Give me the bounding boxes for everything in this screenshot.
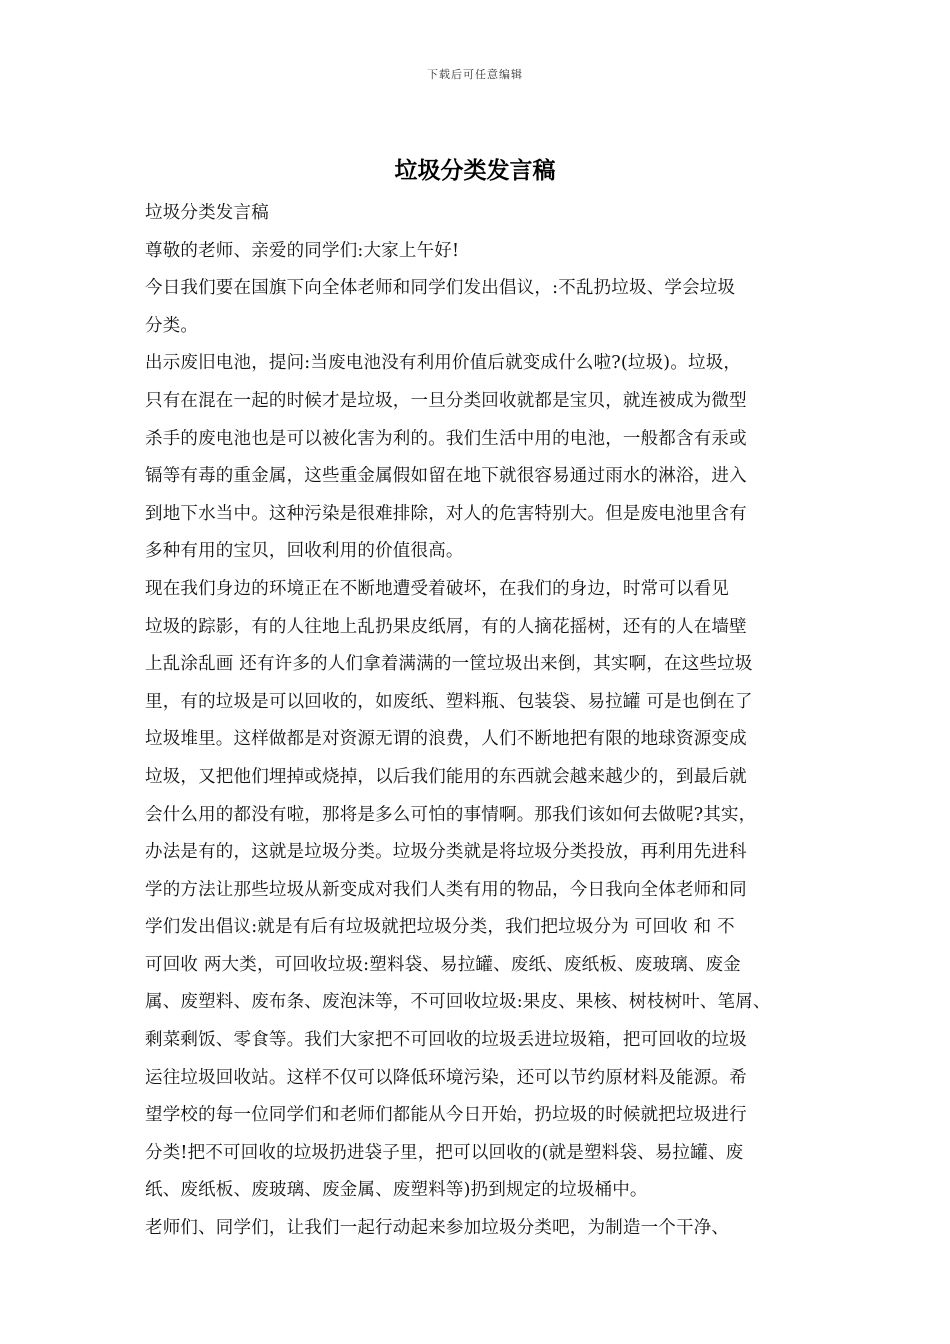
page-header-note: 下载后可任意编辑: [427, 68, 523, 81]
text-line: 学的方法让那些垃圾从新变成对我们人类有用的物品，今日我向全体老师和同: [145, 879, 747, 900]
text-line: 学们发出倡议:就是有后有垃圾就把垃圾分类，我们把垃圾分为 可回收 和 不: [145, 917, 735, 938]
text-line: 里，有的垃圾是可以回收的，如废纸、塑料瓶、包装袋、易拉罐 可是也倒在了: [145, 691, 753, 712]
text-line: 多种有用的宝贝，回收利用的价值很高。: [145, 541, 464, 562]
text-line: 会什么用的都没有啦，那将是多么可怕的事情啊。那我们该如何去做呢?其实，: [145, 804, 757, 825]
text-line: 望学校的每一位同学们和老师们都能从今日开始，扔垃圾的时候就把垃圾进行: [145, 1105, 747, 1126]
text-line: 可回收 两大类，可回收垃圾:塑料袋、易拉罐、废纸、废纸板、废玻璃、废金: [145, 954, 741, 975]
text-line: 属、废塑料、废布条、废泡沫等，不可回收垃圾:果皮、果核、树枝树叶、笔屑、: [145, 992, 771, 1013]
text-line: 垃圾堆里。这样做都是对资源无谓的浪费，人们不断地把有限的地球资源变成: [145, 729, 747, 750]
text-line: 今日我们要在国旗下向全体老师和同学们发出倡议，:不乱扔垃圾、学会垃圾: [145, 278, 736, 299]
text-line: 镉等有毒的重金属，这些重金属假如留在地下就很容易通过雨水的淋浴，进入: [145, 466, 747, 487]
document-title: 垃圾分类发言稿: [394, 157, 556, 184]
text-line: 运往垃圾回收站。这样不仅可以降低环境污染，还可以节约原材料及能源。希: [145, 1067, 747, 1088]
text-line: 只有在混在一起的时候才是垃圾，一旦分类回收就都是宝贝，就连被成为微型: [145, 390, 747, 411]
text-line: 办法是有的，这就是垃圾分类。垃圾分类就是将垃圾分类投放，再利用先进科: [145, 842, 747, 863]
text-line: 垃圾分类发言稿: [145, 203, 269, 223]
text-line: 现在我们身边的环境正在不断地遭受着破坏，在我们的身边，时常可以看见: [145, 578, 730, 599]
text-line: 纸、废纸板、废玻璃、废金属、废塑料等)扔到规定的垃圾桶中。: [145, 1180, 648, 1201]
text-line: 上乱涂乱画 还有许多的人们拿着满满的一筐垃圾出来倒，其实啊，在这些垃圾: [145, 654, 753, 675]
text-line: 分类。: [145, 315, 199, 336]
text-line: 杀手的废电池也是可以被化害为利的。我们生活中用的电池，一般都含有汞或: [145, 428, 747, 449]
text-line: 垃圾的踪影，有的人往地上乱扔果皮纸屑，有的人摘花摇树，还有的人在墙壁: [145, 616, 747, 637]
text-line: 到地下水当中。这种污染是很难排除，对人的危害特别大。但是废电池里含有: [145, 503, 747, 524]
text-line: 剩菜剩饭、零食等。我们大家把不可回收的垃圾丢进垃圾箱，把可回收的垃圾: [145, 1030, 747, 1051]
text-line: 老师们、同学们，让我们一起行动起来参加垃圾分类吧，为制造一个干净、: [145, 1218, 730, 1239]
document-body: [145, 195, 825, 1248]
text-line: 尊敬的老师、亲爱的同学们:大家上午好!: [145, 240, 460, 261]
text-line: 出示废旧电池，提问:当废电池没有利用价值后就变成什么啦?(垃圾)。垃圾，: [145, 353, 742, 374]
text-line: 分类!把不可回收的垃圾扔进袋子里，把可以回收的(就是塑料袋、易拉罐、废: [145, 1142, 744, 1163]
text-line: 垃圾，又把他们埋掉或烧掉，以后我们能用的东西就会越来越少的，到最后就: [145, 766, 747, 787]
